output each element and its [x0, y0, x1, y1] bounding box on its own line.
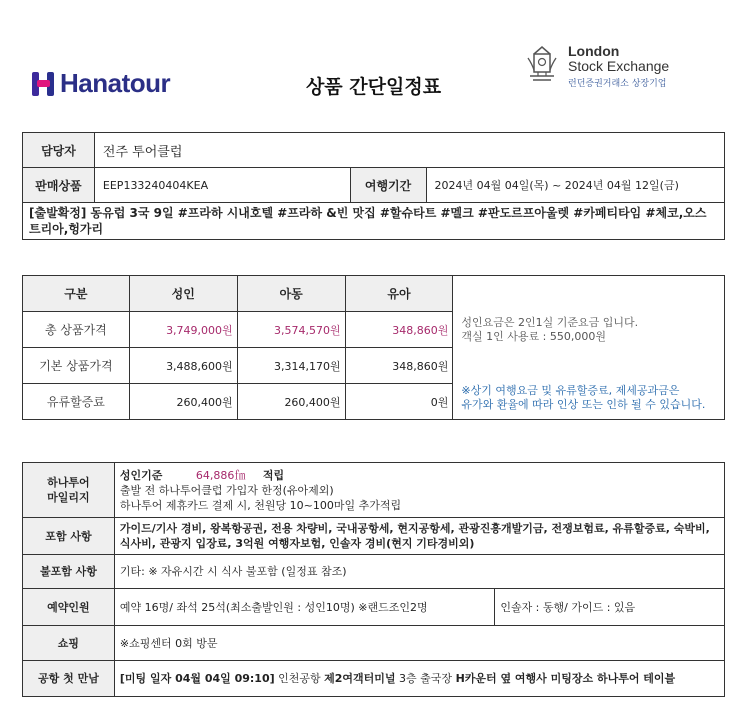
price-table [22, 275, 725, 420]
price-note-1: 성인요금은 2인1실 기준요금 입니다. 객실 1인 사용료 : 550,000원 [461, 316, 639, 343]
price-row-label: 기본 상품가격 [23, 348, 130, 384]
page-title: 상품 간단일정표 [305, 76, 442, 98]
shopping-label: 쇼핑 [23, 626, 115, 661]
product-info-table [22, 132, 725, 240]
price-row-label: 총 상품가격 [23, 312, 130, 348]
document-header [0, 0, 747, 120]
lse-text-line1: London [568, 43, 620, 59]
price-adult: 3,749,000원 [129, 312, 237, 348]
mileage-suffix: 적립 [262, 468, 285, 482]
hanatour-logo-text: Hanatour [60, 68, 171, 98]
price-child: 260,400원 [237, 384, 345, 420]
excluded-label: 불포함 사항 [23, 555, 115, 589]
mileage-line3: 하나투어 제휴카드 결제 시, 천원당 10~100마일 추가적립 [119, 498, 402, 512]
lse-text-line3: 런던증권거래소 상장기업 [568, 79, 667, 89]
price-adult: 260,400원 [129, 384, 237, 420]
lse-crest-icon [524, 44, 560, 84]
price-child: 3,314,170원 [237, 348, 345, 384]
period-label: 여행기간 [350, 168, 426, 203]
lse-text-line2: Stock Exchange [568, 58, 670, 74]
booking-label: 예약인원 [23, 589, 115, 626]
price-row-label: 유류할증료 [23, 384, 130, 420]
price-header-child: 아동 [237, 276, 345, 312]
price-infant: 348,860원 [345, 312, 453, 348]
price-note-2: ※상기 여행요금 및 유류할증료, 제세공과금은 유가와 환율에 따라 인상 또는 인하 될 수 있습니다. [461, 384, 706, 411]
mileage-value [114, 463, 724, 518]
lse-logo [524, 44, 669, 89]
included-label: 포함 사항 [23, 518, 115, 555]
booking-value: 예약 16명/ 좌석 25석(최소출발인원 : 성인10명) ※랜드조인2명 [114, 589, 494, 626]
price-infant: 348,860원 [345, 348, 453, 384]
price-header-infant: 유아 [345, 276, 453, 312]
price-child: 3,574,570원 [237, 312, 345, 348]
mileage-basis: 성인기준 [119, 468, 163, 482]
mileage-amount: 64,886㎙ [195, 468, 246, 482]
product-label: 판매상품 [23, 168, 95, 203]
price-adult: 3,488,600원 [129, 348, 237, 384]
price-header-category: 구분 [23, 276, 130, 312]
mileage-line2: 출발 전 하나투어클럽 가입자 한정(유아제외) [119, 483, 334, 497]
price-header-adult: 성인 [129, 276, 237, 312]
mileage-label: 하나투어 마일리지 [23, 463, 115, 518]
meeting-label: 공항 첫 만남 [23, 661, 115, 697]
product-code: EEP133240404KEA [94, 168, 350, 203]
manager-label: 담당자 [23, 133, 95, 168]
excluded-value: 기타: ※ 자유시간 시 식사 불포함 (일정표 참조) [114, 555, 724, 589]
included-value: 가이드/기사 경비, 왕복항공권, 전용 차량비, 국내공항세, 현지공항세, 관광진흥개발기금, 전쟁보험료, 유류할증료, 숙박비, 식사비, 관광지 입장료, 3억원 여행자보험, 인솔자 경비(현지 기타경비외) [114, 518, 724, 555]
details-table [22, 462, 725, 697]
price-notes [453, 276, 725, 420]
product-name: [출발확정] 동유럽 3국 9일 #프라하 시내호텔 #프라하 &빈 맛집 #할슈타트 #멜크 #판도르프아울렛 #카페티타임 #체코,오스트리아,헝가리 [23, 203, 725, 240]
period-value: 2024년 04월 04일(목) ~ 2024년 04월 12일(금) [426, 168, 724, 203]
meeting-value: [미팅 일자 04월 04일 09:10] 인천공항 제2여객터미널 3층 출국장 H카운터 옆 여행사 미팅장소 하나투어 테이블 [114, 661, 724, 697]
price-infant: 0원 [345, 384, 453, 420]
escort-value: 인솔자 : 동행/ 가이드 : 있음 [495, 589, 725, 626]
manager-value: 전주 투어클럽 [94, 133, 724, 168]
shopping-value: ※쇼핑센터 0회 방문 [114, 626, 724, 661]
